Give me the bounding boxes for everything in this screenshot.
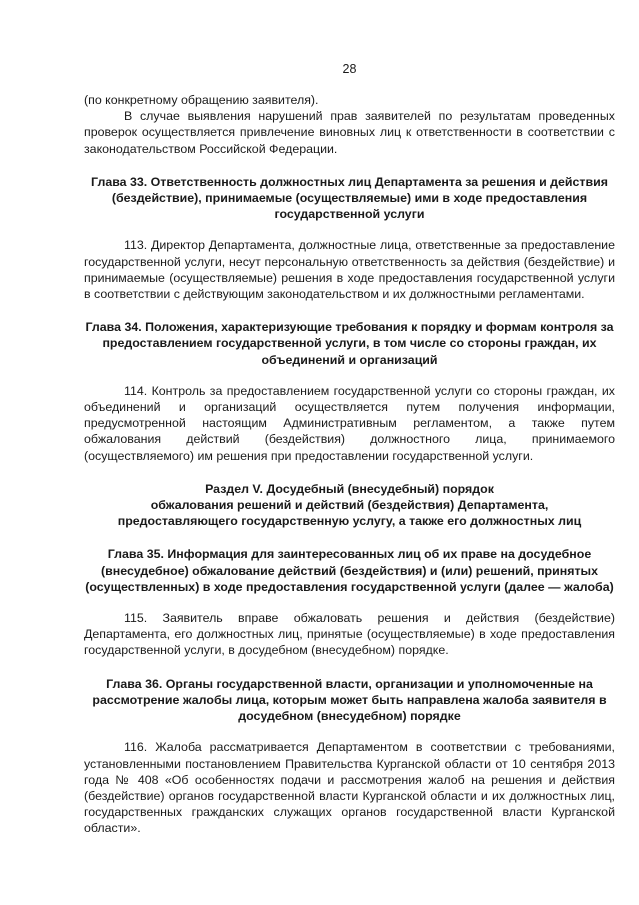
chapter-34-heading: Глава 34. Положения, характеризующие требования к порядку и формам контроля за предоставлением государственной услуги, в том числе со стороны граждан, их объединений и организаций xyxy=(85,320,614,367)
section-5-line-3: предоставляющего государственную услугу, а также его должностных лиц xyxy=(117,514,582,529)
paragraph-violations: В случае выявления нарушений прав заявителей по результатам проведенных проверок осуществляется привлечение виновных лиц к ответственности в соответствии с законодательством Российской Федерации. xyxy=(84,109,615,156)
chapter-36-heading: Глава 36. Органы государственной власти, организации и уполномоченные на рассмотрение жалобы лица, которым может быть направлена жалоба заявителя в досудебном (внесудебном) порядке xyxy=(92,676,607,724)
page-number: 28 xyxy=(342,62,357,76)
chapter-35-heading: Глава 35. Информация для заинтересованных лиц об их праве на досудебное (внесудебное) обжалование действий (бездействия) и (или) решений, принятых (осуществленных) в ходе предоставления государственной услуги (далее — жалоба) xyxy=(85,547,614,594)
document-page xyxy=(84,0,615,905)
paragraph-114: 114. Контроль за предоставлением государственной услуги со стороны граждан, их объединений и организаций осуществляется путем получения информации, предусмотренной настоящим Административным регламентом, а также путем обжалования действий (бездействия) должностного лица, принимаемого (осуществляемого) им решения при предоставлении государственной услуги. xyxy=(84,383,615,463)
paragraph-continuation: (по конкретному обращению заявителя). xyxy=(84,93,319,107)
paragraph-115: 115. Заявитель вправе обжаловать решения и действия (бездействие) Департамента, его должностных лиц, принятые (осуществляемые) в ходе предоставления государственной услуги, в досудебном (внесудебном) порядке. xyxy=(84,611,615,658)
document-body xyxy=(84,92,615,837)
paragraph-116: 116. Жалоба рассматривается Департаментом в соответствии с требованиями, установленными постановлением Правительства Курганской области от 10 сентября 2013 года № 408 «Об особенностях подачи и рассмотрения жалоб на решения и действия (бездействие) органов государственной власти Курганской области и их должностных лиц, государственных гражданских служащих органов государственной власти Курганской области». xyxy=(84,740,615,836)
chapter-33-heading: Глава 33. Ответственность должностных лиц Департамента за решения и действия (бездействие), принимаемые (осуществляемые) ими в ходе предоставления государственной услуги xyxy=(91,174,608,222)
paragraph-113: 113. Директор Департамента, должностные лица, ответственные за предоставление государственной услуги, несут персональную ответственность за действия (бездействие) и принимаемые (осуществляемые) решения в ходе предоставления государственной услуги в соответствии с действующим законодательством и их должностными регламентами. xyxy=(84,238,615,302)
section-5-heading xyxy=(84,481,615,530)
section-5-line-2: обжалования решений и действий (бездействия) Департамента, xyxy=(150,498,549,513)
section-5-line-1: Раздел V. Досудебный (внесудебный) порядок xyxy=(205,481,494,496)
